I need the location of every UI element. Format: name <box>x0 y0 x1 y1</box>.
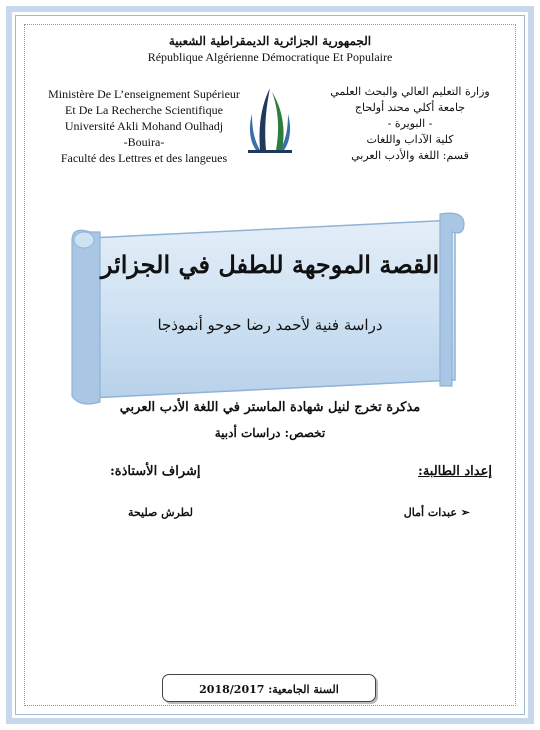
republic-arabic: الجمهورية الجزائرية الديمقراطية الشعبية <box>168 34 372 48</box>
thesis-title: القصة الموجهة للطفل في الجزائر <box>100 250 440 279</box>
student-entry <box>404 506 470 519</box>
city-line: -Bouira- <box>123 135 165 149</box>
ministry-arabic-block <box>310 84 510 164</box>
specialization: تخصص: دراسات أدبية <box>214 426 326 440</box>
ministry-french-block <box>34 86 254 166</box>
academic-year: السنة الجامعية: 2018/2017 <box>199 683 339 696</box>
faculty-line: Faculté des Lettres et des langeues <box>60 151 228 165</box>
ministry-line: Ministère De L’enseignement Supérieur <box>48 87 240 101</box>
republic-french: République Algérienne Démocratique Et Populaire <box>147 50 393 64</box>
supervision-label: إشراف الأستاذة: <box>110 464 201 479</box>
faculty-line-ar: كلية الآداب واللغات <box>366 133 454 146</box>
thesis-subtitle: دراسة فنية لأحمد رضا حوحو أنموذجا <box>157 316 383 334</box>
checkmark-arrow-icon: ➢ <box>460 506 470 519</box>
university-line-ar: جامعة أكلي محند أولحاج <box>354 101 466 114</box>
ministry-line-ar: وزارة التعليم العالي والبحث العلمي <box>330 85 490 98</box>
city-line-ar: - البويرة - <box>387 117 433 130</box>
university-line: Université Akli Mohand Oulhadj <box>64 119 224 133</box>
memo-description: مذكرة تخرج لنيل شهادة الماستر في اللغة الأدب العربي <box>119 400 421 415</box>
supervisor-name: لطرش صليحة <box>128 506 194 519</box>
university-logo <box>240 84 300 156</box>
department-line-ar: قسم: اللغة والأدب العربي <box>351 149 469 162</box>
student-name: عبدات أمال <box>403 506 457 519</box>
prepared-by-label: إعداد الطالبة: <box>418 464 492 479</box>
title-scroll-banner <box>60 210 480 410</box>
research-line: Et De La Recherche Scientifique <box>65 103 223 117</box>
